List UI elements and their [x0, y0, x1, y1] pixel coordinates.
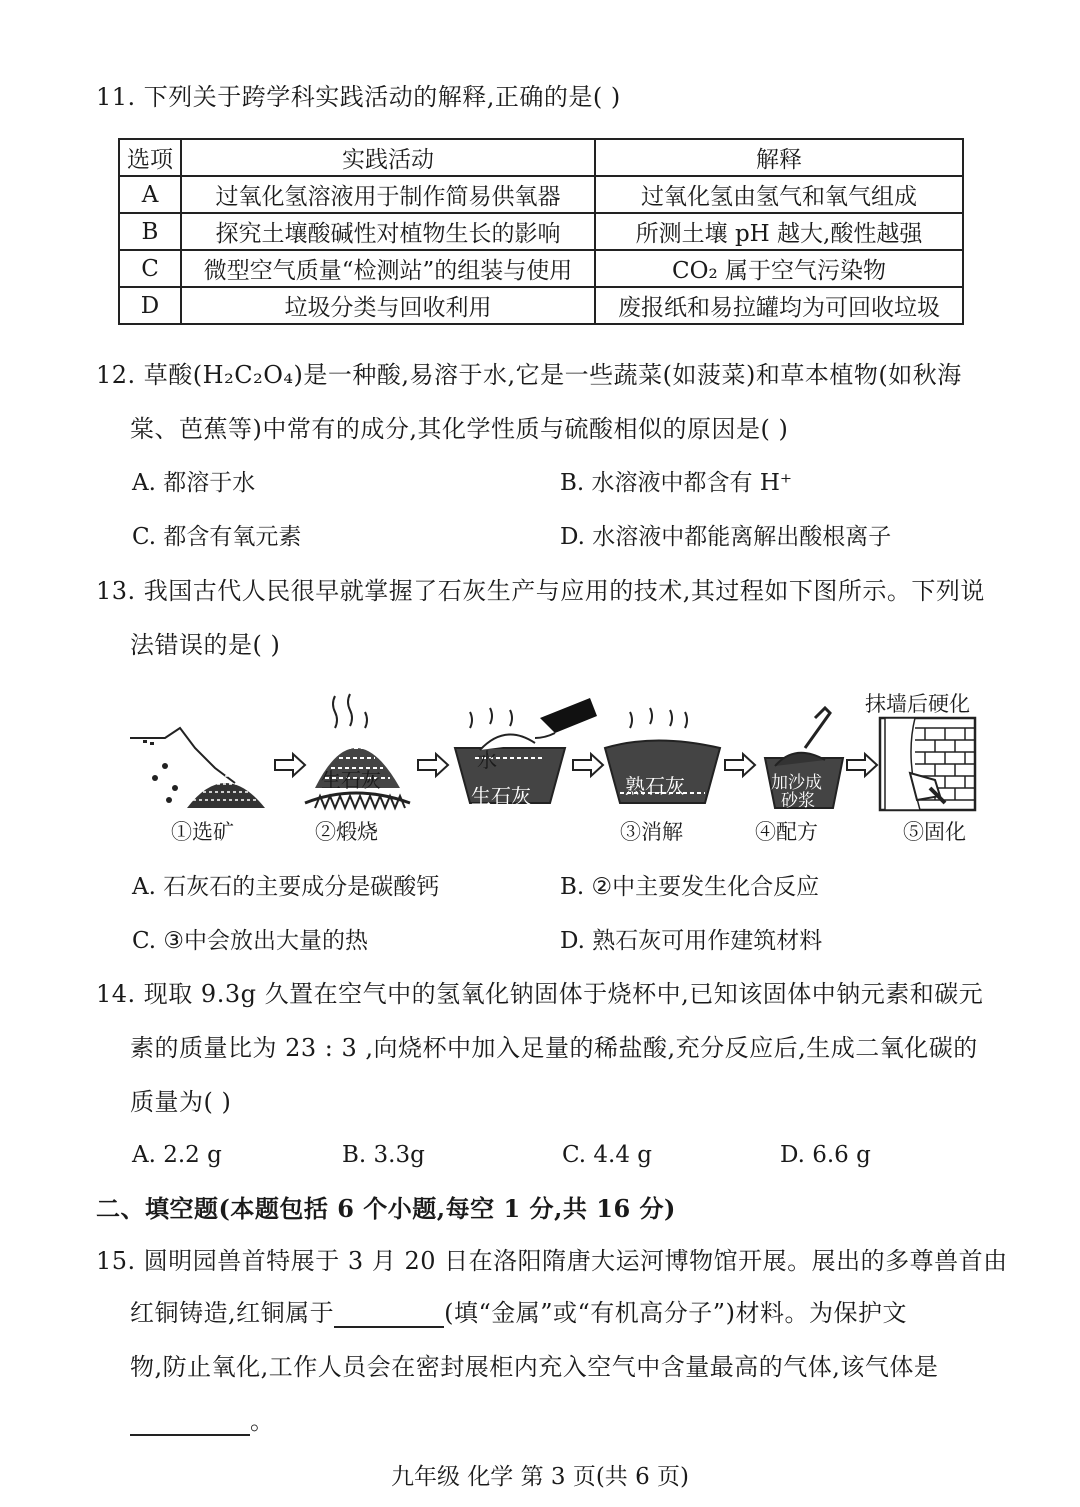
- q14-option-d: D. 6.6 g: [780, 1142, 871, 1168]
- brick-wall-icon: [880, 718, 975, 810]
- cell-option: D: [119, 287, 181, 324]
- header-option: 选项: [119, 139, 181, 176]
- q13-option-d: D. 熟石灰可用作建筑材料: [560, 928, 823, 954]
- q12-option-a: A. 都溶于水: [132, 470, 256, 496]
- label-plaster-harden: 抹墙后硬化: [865, 692, 970, 716]
- answer-blank-1[interactable]: [334, 1302, 444, 1328]
- label-slaked-lime: 熟石灰: [625, 774, 685, 798]
- cell-option: B: [119, 213, 181, 250]
- q14-line2: 素的质量比为 23 : 3 ,向烧杯中加入足量的稀盐酸,充分反应后,生成二氧化碳的: [130, 1034, 978, 1062]
- cell-activity: 过氧化氢溶液用于制作简易供氧器: [181, 176, 595, 213]
- q12-line2: 棠、芭蕉等)中常有的成分,其化学性质与硫酸相似的原因是( ): [130, 415, 789, 443]
- q15-line2-start: 红铜铸造,红铜属于: [130, 1299, 335, 1327]
- cell-explanation: 所测土壤 pH 越大,酸性越强: [595, 213, 963, 250]
- arrow-icon: [275, 754, 305, 776]
- section-heading: 二、填空题(本题包括 6 个小题,每空 1 分,共 16 分): [96, 1194, 676, 1223]
- cell-explanation: 过氧化氢由氢气和氧气组成: [595, 176, 963, 213]
- table-row: [119, 287, 963, 324]
- lime-process-figure: [125, 688, 985, 848]
- q15-line2: [130, 1298, 907, 1328]
- q15-line2-end: (填“金属”或“有机高分子”)材料。为保护文: [444, 1299, 907, 1327]
- header-activity: 实践活动: [181, 139, 595, 176]
- table-row: [119, 176, 963, 213]
- label-quicklime-bowl: 生石灰: [471, 784, 531, 808]
- cell-explanation: CO₂ 属于空气污染物: [595, 250, 963, 287]
- step-label: ⑤固化: [903, 820, 966, 844]
- step-label: ③消解: [620, 820, 683, 844]
- q15-line4-end: 。: [250, 1407, 275, 1435]
- step-label: ②煅烧: [315, 820, 378, 844]
- cell-option: C: [119, 250, 181, 287]
- q14-line3: 质量为( ): [130, 1088, 232, 1116]
- cell-activity: 探究土壤酸碱性对植物生长的影响: [181, 213, 595, 250]
- q13-option-c: C. ③中会放出大量的热: [132, 928, 369, 954]
- cell-explanation: 废报纸和易拉罐均为可回收垃圾: [595, 287, 963, 324]
- q14-option-a: A. 2.2 g: [132, 1142, 222, 1168]
- process-illustration: [125, 688, 985, 848]
- label-add-sand: 加沙成: [771, 773, 822, 793]
- label-water: 水: [477, 748, 497, 772]
- label-mortar: 砂浆: [781, 791, 815, 811]
- q15-line4: [130, 1406, 275, 1436]
- cell-activity: 微型空气质量“检测站”的组装与使用: [181, 250, 595, 287]
- q12-option-c: C. 都含有氧元素: [132, 524, 302, 550]
- q14-option-b: B. 3.3g: [342, 1142, 425, 1168]
- label-quicklime-top: 生石灰: [321, 768, 381, 792]
- q14-option-c: C. 4.4 g: [562, 1142, 653, 1168]
- q12-option-d: D. 水溶液中都能离解出酸根离子: [560, 524, 892, 550]
- q12-option-b: B. 水溶液中都含有 H⁺: [560, 470, 793, 496]
- table-row: [119, 213, 963, 250]
- page-footer: 九年级 化学 第 3 页(共 6 页): [390, 1464, 690, 1490]
- q15-line1: 15. 圆明园兽首特展于 3 月 20 日在洛阳隋唐大运河博物馆开展。展出的多尊兽首由: [96, 1247, 1008, 1275]
- q13-line2: 法错误的是( ): [130, 631, 281, 659]
- step-label: ①选矿: [171, 820, 234, 844]
- step-label: ④配方: [755, 820, 818, 844]
- q14-line1: 14. 现取 9.3g 久置在空气中的氢氧化钠固体于烧杯中,已知该固体中钠元素和碳元: [96, 980, 984, 1008]
- q12-line1: 12. 草酸(H₂C₂O₄)是一种酸,易溶于水,它是一些蔬菜(如菠菜)和草本植物(如秋海: [96, 361, 962, 389]
- arrow-icon: [725, 754, 755, 776]
- q11-stem: 11. 下列关于跨学科实践活动的解释,正确的是( ): [96, 83, 621, 111]
- answer-blank-2[interactable]: [130, 1410, 250, 1436]
- q11-table: [118, 138, 964, 325]
- arrow-icon: [573, 754, 603, 776]
- table-header-row: [119, 139, 963, 176]
- cell-activity: 垃圾分类与回收利用: [181, 287, 595, 324]
- q13-option-b: B. ②中主要发生化合反应: [560, 874, 820, 900]
- table-row: [119, 250, 963, 287]
- q13-line1: 13. 我国古代人民很早就掌握了石灰生产与应用的技术,其过程如下图所示。下列说: [96, 577, 985, 605]
- arrow-icon: [418, 754, 448, 776]
- arrow-icon: [847, 754, 877, 776]
- q15-line3: 物,防止氧化,工作人员会在密封展柜内充入空气中含量最高的气体,该气体是: [130, 1353, 939, 1381]
- ore-pile-icon: [130, 728, 265, 808]
- q13-option-a: A. 石灰石的主要成分是碳酸钙: [132, 874, 440, 900]
- cell-option: A: [119, 176, 181, 213]
- header-explanation: 解释: [595, 139, 963, 176]
